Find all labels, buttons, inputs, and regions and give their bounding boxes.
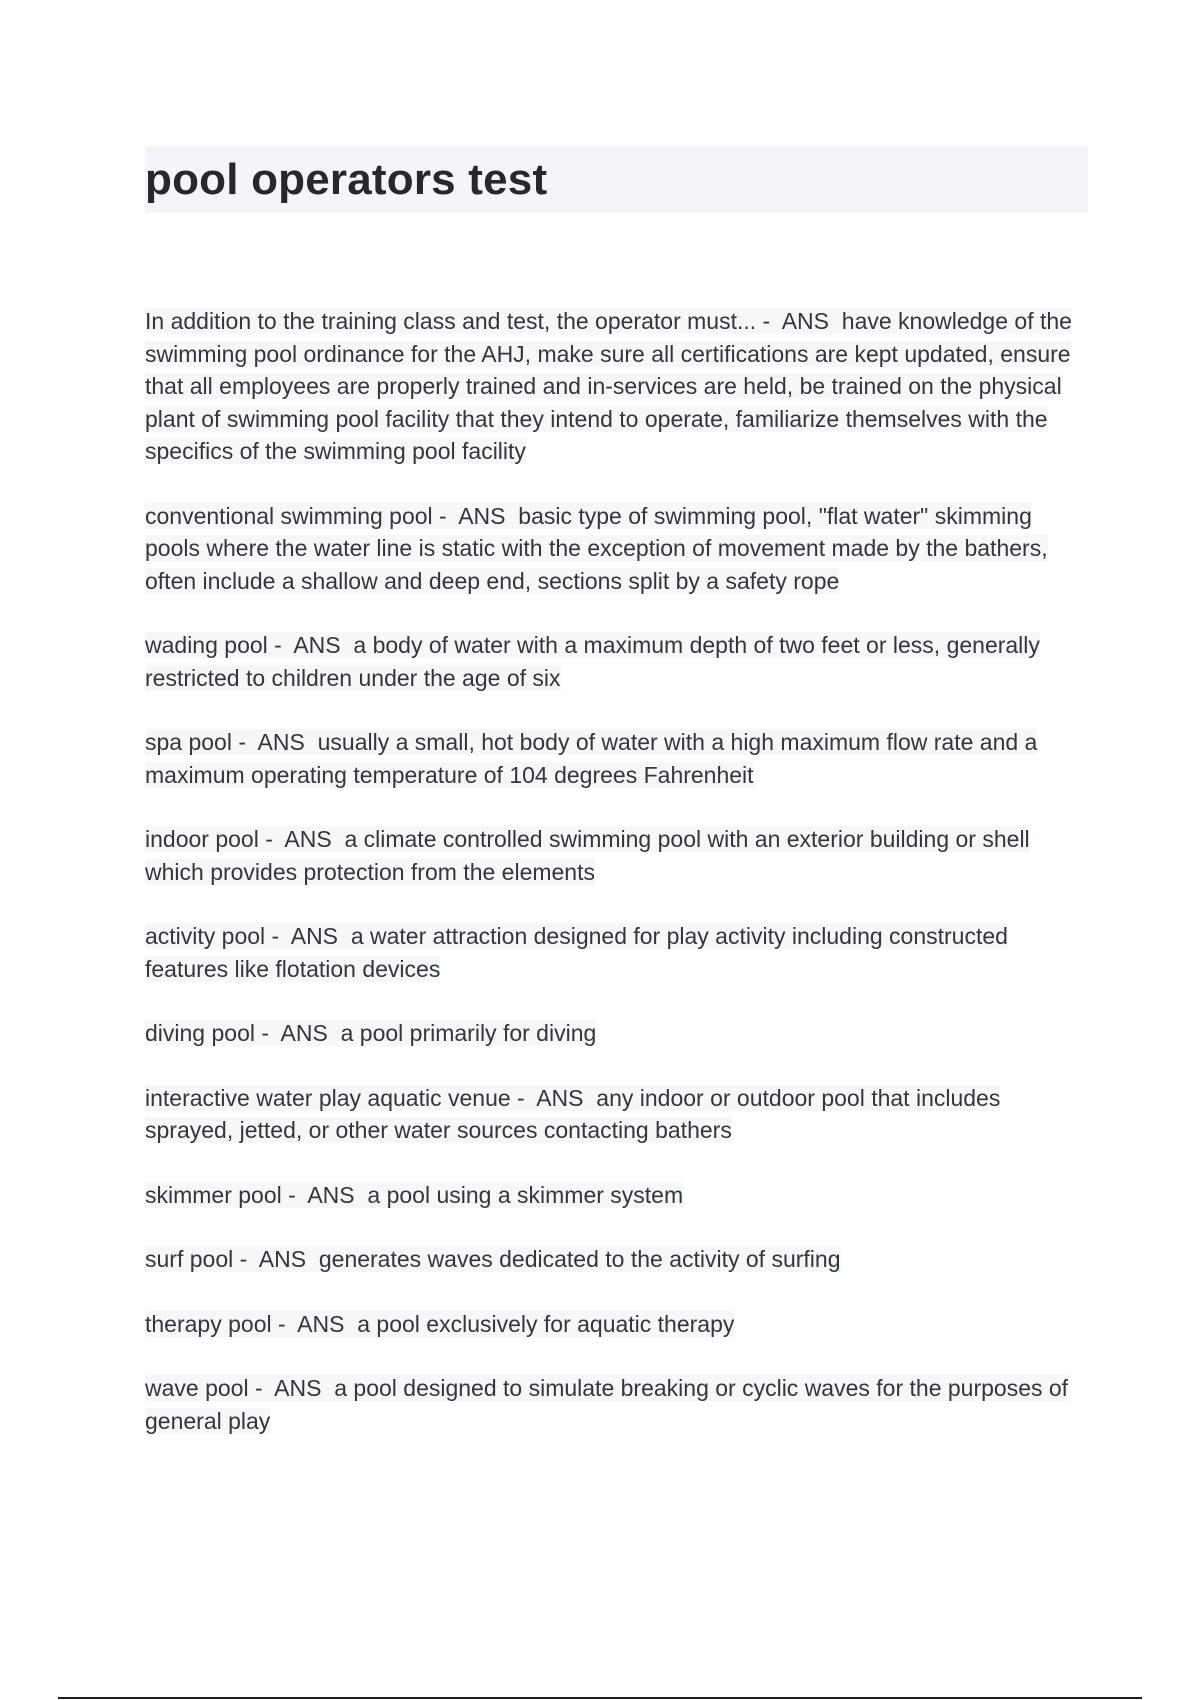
entry-answer: a pool exclusively for aquatic therapy — [357, 1310, 735, 1337]
entry — [145, 1017, 1090, 1050]
entry-term: skimmer pool — [145, 1181, 282, 1208]
entry-term: indoor pool — [145, 826, 259, 852]
entry-separator: - ANS — [281, 1181, 368, 1208]
entry-separator: - ANS — [271, 1310, 358, 1337]
entry-answer: usually a small, hot body of water with a high maximum flow rate and a maximum operating temperature of 104 degrees Fahrenheit — [145, 729, 1038, 788]
entry-answer: have knowledge of the swimming pool ordinance for the AHJ, make sure all certifications are kept updated, ensure that all employees are properly trained and in-services are held, be trained on the physical plant of swimming pool facility that they intend to operate, familiarize themselves with the specifics of the swimming pool facility — [145, 308, 1072, 464]
entry — [145, 920, 1090, 985]
entry-answer: a water attraction designed for play activity including constructed features like flotation devices — [145, 923, 1008, 982]
entry-separator: - ANS — [258, 826, 345, 852]
entry-separator: - ANS — [248, 1375, 335, 1401]
entry-term: spa pool — [145, 729, 232, 755]
entry-separator: - ANS — [267, 632, 354, 658]
entry-term: diving pool — [145, 1020, 255, 1046]
entry-answer: generates waves dedicated to the activity of surfing — [318, 1246, 841, 1272]
entry-term: therapy pool — [145, 1310, 272, 1337]
entry-separator: - ANS — [510, 1084, 597, 1111]
entry-separator: - ANS — [231, 729, 318, 755]
entry-separator: - ANS — [756, 308, 842, 334]
entry-separator: - ANS — [233, 1246, 319, 1272]
entry-answer: a body of water with a maximum depth of two feet or less, generally restricted to children under the age of six — [145, 632, 1040, 691]
entry — [145, 823, 1090, 888]
entry-term: wave pool — [145, 1375, 249, 1401]
entry-list — [145, 305, 1090, 1469]
entry — [145, 1308, 1090, 1341]
entry — [145, 1243, 1090, 1276]
entry-separator: - ANS — [432, 502, 519, 529]
entry-answer: a pool using a skimmer system — [367, 1181, 684, 1208]
entry-term: activity pool — [145, 923, 266, 949]
entry-separator: - ANS — [265, 923, 351, 949]
entry-term: interactive water play aquatic venue — [145, 1084, 511, 1111]
entry-answer: a climate controlled swimming pool with an exterior building or shell which provides protection from the elements — [145, 826, 1030, 885]
entry-answer: basic type of swimming pool, "flat water" skimming pools where the water line is static with the exception of movement made by the bathers, often include a shallow and deep end, sections split by a safety rope — [145, 502, 1048, 594]
entry-answer: any indoor or outdoor pool that includes sprayed, jetted, or other water sources contacting bathers — [145, 1084, 1001, 1143]
entry — [145, 1179, 1090, 1212]
title-bar — [145, 146, 1088, 213]
entry-separator: - ANS — [254, 1020, 341, 1046]
entry-term: surf pool — [145, 1246, 234, 1272]
entry — [145, 1082, 1090, 1147]
entry-answer: a pool designed to simulate breaking or cyclic waves for the purposes of general play — [145, 1375, 1069, 1434]
entry — [145, 726, 1090, 791]
entry — [145, 305, 1090, 468]
entry — [145, 629, 1090, 694]
entry — [145, 1372, 1090, 1437]
document-title: pool operators test — [145, 155, 548, 204]
entry — [145, 500, 1090, 598]
footer-divider — [58, 1697, 1142, 1699]
entry-term: wading pool — [145, 632, 268, 658]
entry-term: In addition to the training class and test, the operator must... — [145, 308, 757, 334]
entry-answer: a pool primarily for diving — [340, 1020, 597, 1046]
entry-term: conventional swimming pool — [145, 502, 433, 529]
